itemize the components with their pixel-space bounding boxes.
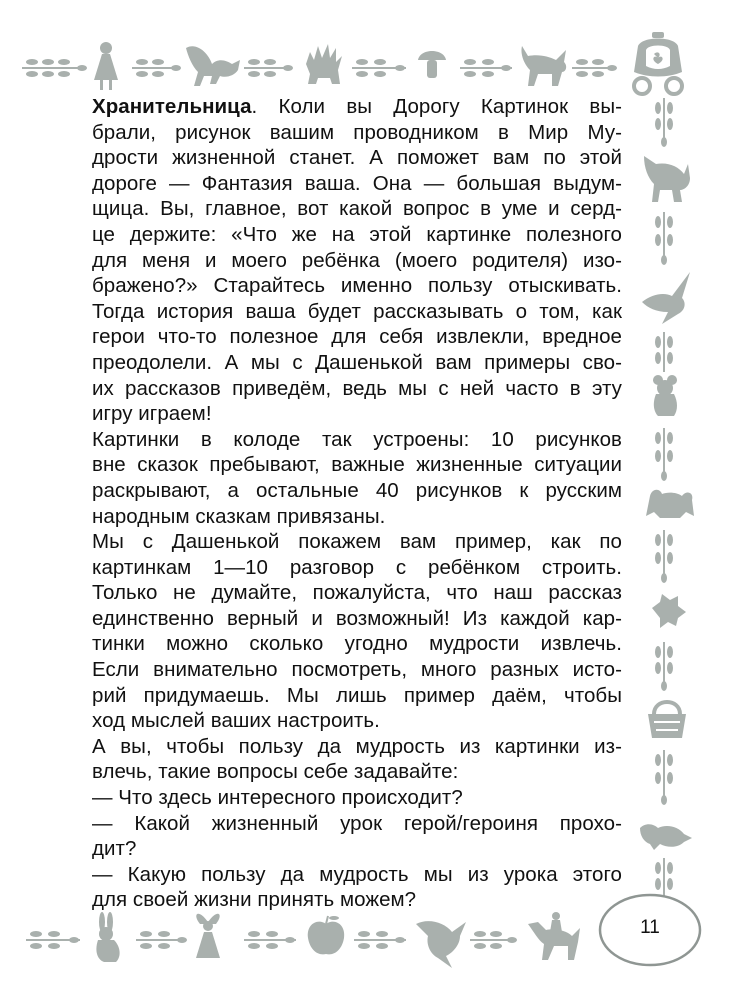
page-number: 11 <box>640 917 660 938</box>
text-line: Мы с Дашенькой покажем вам пример, как по <box>92 530 622 554</box>
body-text <box>92 94 622 913</box>
carriage-icon <box>634 32 682 94</box>
sprig-icon <box>132 59 181 77</box>
text-line: дрости жизненной станет. А поможет вам по этой <box>92 146 622 170</box>
text-line: единственно верный и возможный! Из каждой кар- <box>92 606 622 630</box>
text-line: Картинки в колоде так устроены: 10 рисунков <box>92 427 622 451</box>
girl-icon <box>94 42 118 90</box>
sprig-icon <box>352 59 406 77</box>
frog-icon <box>646 490 694 518</box>
text-line: для меня и моего ребёнка (моего родителя) изо- <box>92 248 622 272</box>
mushroom-icon <box>418 51 446 78</box>
sprig-icon <box>572 59 617 77</box>
text-line: народным сказкам привязаны. <box>92 504 386 528</box>
text-line: их рассказов приведём, ведь мы с ней часто в эту <box>92 376 622 400</box>
sprig-icon <box>655 332 673 372</box>
question-line: — Какую пользу да мудрость мы из урока этого <box>92 862 622 886</box>
text-line: Хранительница. Коли вы Дорогу Картинок вы- <box>92 95 622 118</box>
text-line: Если внимательно посмотреть, много разных исто- <box>92 658 622 682</box>
sprig-icon <box>244 931 296 949</box>
text-line: дороге — Фантазия ваша. Она — большая выдум- <box>92 171 622 195</box>
question-line: для своей жизни принять можем? <box>92 888 417 912</box>
sprig-icon <box>460 59 512 77</box>
sprig-icon <box>22 59 87 77</box>
swallow-icon <box>416 921 466 968</box>
bird-icon <box>642 272 690 324</box>
text-line: раскрывают, а остальные 40 рисунков к русским <box>92 478 622 502</box>
text-line: картинкам 1—10 разговор с ребёнком строить. <box>92 555 622 579</box>
text-line: влечь, такие вопросы себе задавайте: <box>92 760 459 784</box>
sprig-icon <box>655 212 673 265</box>
basket-icon <box>648 702 686 738</box>
sprig-icon <box>136 931 187 949</box>
question-line: — Какой жизненный урок герой/героиня прохо- <box>92 811 622 835</box>
sprig-icon <box>655 428 673 481</box>
text-line: А вы, чтобы пользу да мудрость из картинки из- <box>92 734 622 758</box>
speaker-name: Хранительница <box>92 95 252 118</box>
text-line: Тогда история ваша будет рассказывать о том, как <box>92 299 622 323</box>
sprig-icon <box>244 59 293 77</box>
fox-icon <box>186 46 240 86</box>
sprig-icon <box>655 642 673 691</box>
top-decorative-border <box>0 28 730 98</box>
rat-icon <box>640 824 692 850</box>
sprig-icon <box>26 931 80 949</box>
hare-icon <box>96 912 119 962</box>
text-line: вне сказок пребывают, важные жизненные ситуации <box>92 453 622 477</box>
text-line: ход мыслей ваших настроить. <box>92 709 380 733</box>
sprig-icon <box>655 858 673 898</box>
text-line: герои что-то полезное для себя извлекли, вредное <box>92 325 622 349</box>
wolf-icon <box>521 46 566 86</box>
text-line: преодолели. А мы с Дашенькой вам примеры сво- <box>92 350 622 374</box>
text-line: рий придумаешь. Мы лишь пример даём, чтобы <box>92 683 622 707</box>
sprig-icon <box>655 98 673 147</box>
text-line: це держите: «Что же на этой картинке полезного <box>92 222 622 246</box>
fairy-icon <box>196 914 220 958</box>
leaf-icon <box>652 594 686 628</box>
text-line: щица. Вы, главное, вот какой вопрос в уме и серд- <box>92 197 622 221</box>
text-line: Только не думайте, пожалуйста, что наш рассказ <box>92 581 622 605</box>
wolf-icon <box>644 156 690 202</box>
sprig-icon <box>354 931 406 949</box>
horse-rider-icon <box>528 912 580 960</box>
hedgehog-icon <box>306 44 342 84</box>
sprig-icon <box>655 750 673 805</box>
question-line: — Что здесь интересного происходит? <box>92 786 463 810</box>
mouse-icon <box>653 375 677 416</box>
text-line: тинки можно сколько угодно мудрости извлечь. <box>92 632 622 656</box>
text-line: игру играем! <box>92 402 212 426</box>
sprig-icon <box>655 530 673 583</box>
question-line: дит? <box>92 837 137 861</box>
text-line: брали, рисунок вашим проводником в Мир Му- <box>92 120 622 144</box>
right-decorative-border <box>620 90 730 910</box>
sprig-icon <box>470 931 517 949</box>
text-line: бражено?» Старайтесь именно пользу отыскивать. <box>92 274 622 298</box>
apple-icon <box>308 916 344 954</box>
